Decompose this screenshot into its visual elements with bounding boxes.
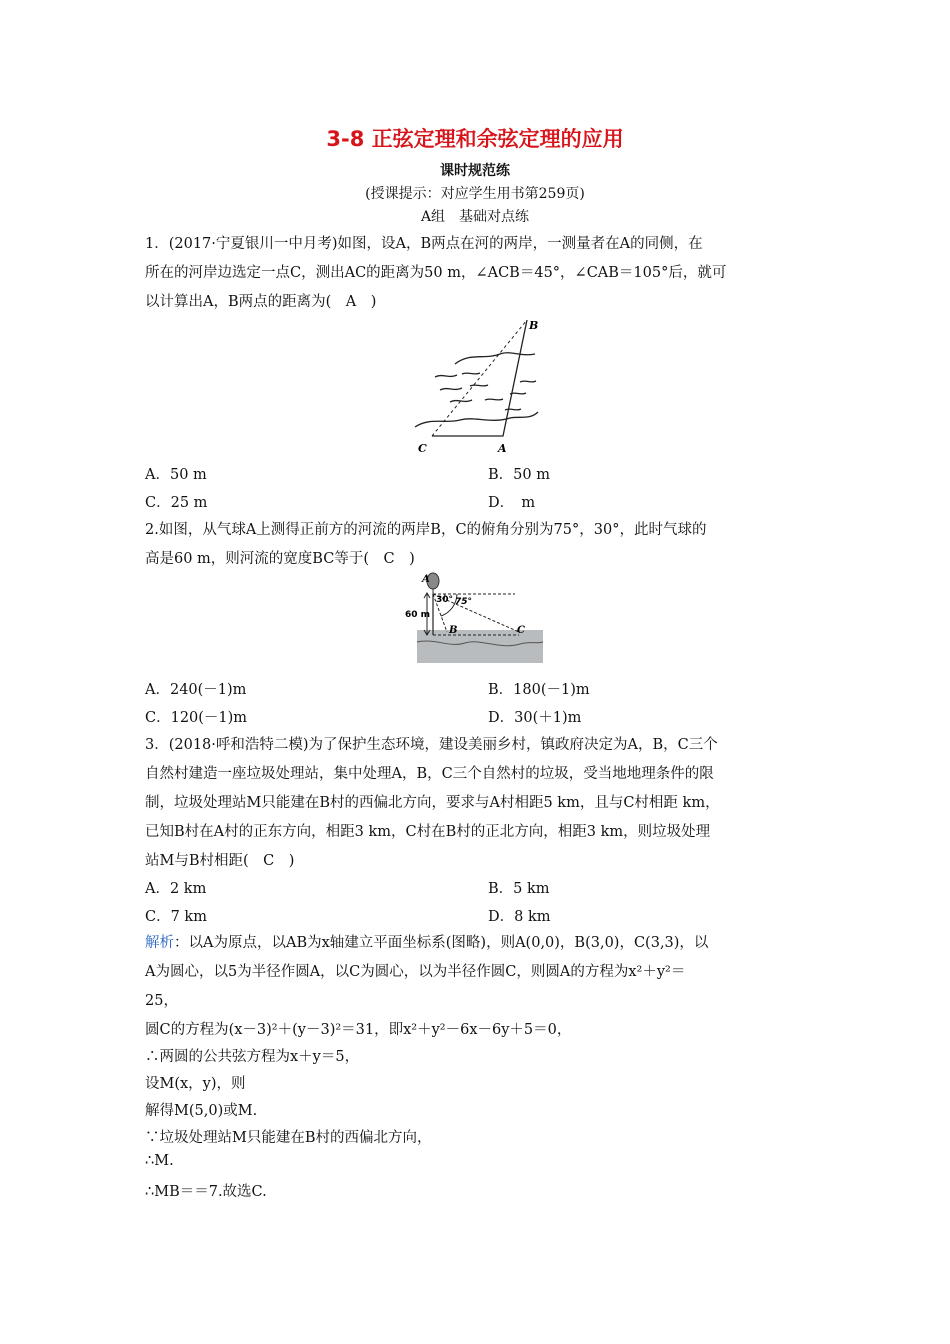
q2-line-2: 高是60 m，则河流的宽度BC等于( C ) [145, 551, 415, 567]
bank-b-label: B [449, 625, 458, 636]
balloon-figure [405, 570, 545, 665]
hint-text: (授课提示：对应学生用书第259页) [365, 186, 585, 202]
angle-30-label: 30° [436, 595, 454, 605]
solution-line-4: 圆C的方程为(x－3)²＋(y－3)²＝31，即x²＋y²－6x－6y＋5＝0， [145, 1022, 572, 1038]
q2-line-1: 2.如图，从气球A上测得正前方的河流的两岸B，C的俯角分别为75°，30°，此时气球的 [145, 522, 707, 538]
page-title: 3-8 正弦定理和余弦定理的应用 [326, 127, 624, 151]
angle-75-label: 75° [455, 597, 473, 607]
q3-option-d: D．8 km [488, 909, 551, 925]
point-c-label: C [418, 442, 427, 455]
solution-line-5: ∴两圆的公共弦方程为x＋y＝5， [145, 1049, 360, 1065]
q1-option-b: B．50 m [488, 467, 550, 483]
q1-option-a: A．50 m [145, 467, 207, 483]
q3-line-4: 已知B村在A村的正东方向，相距3 km，C村在B村的正北方向，相距3 km，则垃圾处理 [145, 824, 711, 840]
q3-line-5: 站M与B村相距( C ) [145, 853, 295, 869]
solution-line-9: ∴M. [145, 1153, 174, 1169]
solution-line-6: 设M(x，y)，则 [145, 1076, 246, 1092]
solution-first-text: ：以A为原点，以AB为x轴建立平面坐标系(图略)，则A(0,0)，B(3,0)，C(3,3)，以 [174, 935, 709, 951]
balloon-a-label: A [422, 574, 430, 585]
solution-line-1 [145, 931, 708, 952]
solution-line-8: ∵垃圾处理站M只能建在B村的西偏北方向， [145, 1130, 432, 1146]
solution-label: 解析 [145, 935, 174, 951]
river-figure [410, 312, 560, 457]
height-label: 60 m [405, 610, 431, 620]
solution-line-3: 25， [145, 993, 178, 1009]
solution-line-10: ∴MB＝＝7.故选C. [145, 1184, 267, 1200]
q1-line-2: 所在的河岸边选定一点C，测出AC的距离为50 m，∠ACB＝45°，∠CAB＝105°后，就可 [145, 265, 727, 281]
point-a-label: A [498, 442, 507, 455]
solution-line-2: A为圆心，以5为半径作圆A，以C为圆心，以为半径作圆C，则圆A的方程为x²＋y²＝ [145, 964, 686, 980]
q3-line-2: 自然村建造一座垃圾处理站，集中处理A，B，C三个自然村的垃圾，受当地地理条件的限 [145, 766, 714, 782]
group-heading: A组 基础对点练 [420, 209, 530, 225]
q2-option-a: A．240(－1)m [145, 682, 247, 698]
q1-line-1: 1．(2017·宁夏银川一中月考)如图，设A，B两点在河的两岸，一测量者在A的同侧，在 [145, 236, 703, 252]
bank-c-label: C [517, 625, 525, 636]
q3-line-1: 3．(2018·呼和浩特二模)为了保护生态环境，建设美丽乡村，镇政府决定为A，B，C三个 [145, 737, 718, 753]
q1-option-d: D． m [488, 495, 536, 511]
point-b-label: B [529, 319, 539, 332]
q2-option-d: D．30(＋1)m [488, 710, 582, 726]
q2-option-c: C．120(－1)m [145, 710, 248, 726]
q3-option-c: C．7 km [145, 909, 207, 925]
q3-line-3: 制，垃圾处理站M只能建在B村的西偏北方向，要求与A村相距5 km，且与C村相距 km， [145, 795, 720, 811]
section-subtitle: 课时规范练 [440, 163, 510, 179]
q2-option-b: B．180(－1)m [488, 682, 590, 698]
q1-line-3: 以计算出A，B两点的距离为( A ) [145, 294, 377, 310]
q1-option-c: C．25 m [145, 495, 208, 511]
q3-option-b: B．5 km [488, 881, 550, 897]
q3-option-a: A．2 km [145, 881, 207, 897]
solution-line-7: 解得M(5,0)或M. [145, 1103, 258, 1119]
